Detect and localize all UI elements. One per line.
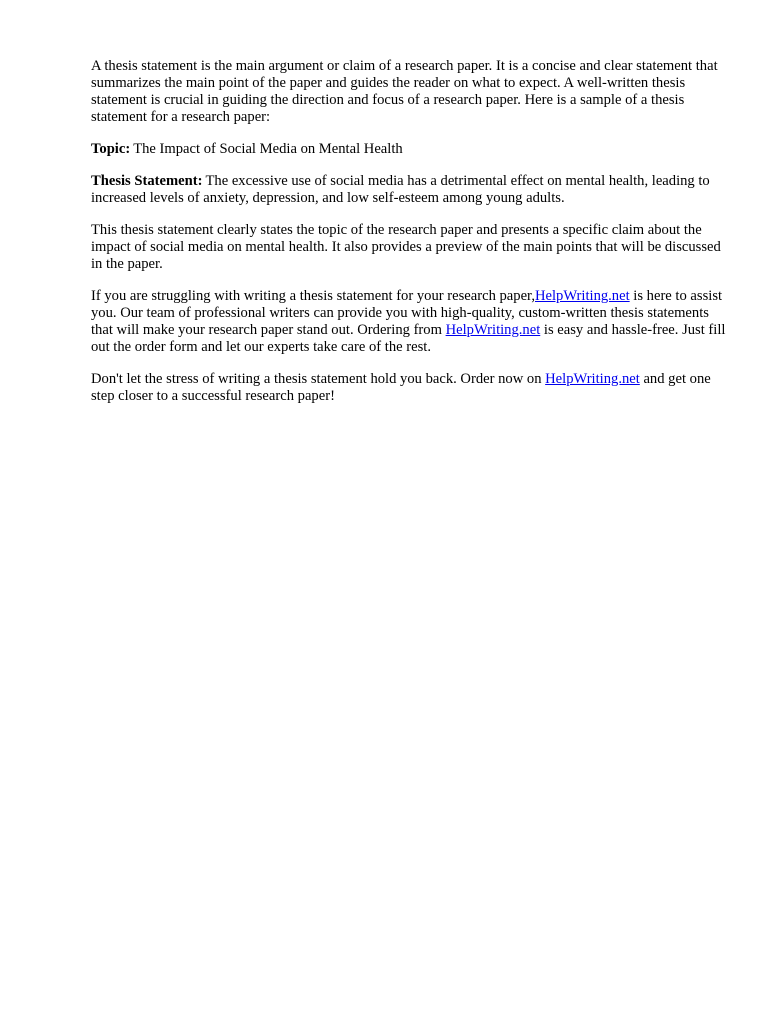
- topic-paragraph: [91, 141, 731, 158]
- offer-text-3: is easy and hassle-free. Just fill out the order form and let our experts take care of the rest.: [91, 322, 726, 355]
- document-page: [91, 58, 731, 420]
- closing-text-2: and get one step closer to a successful research paper!: [91, 371, 711, 404]
- helpwriting-link-1[interactable]: HelpWriting.net: [534, 288, 630, 304]
- thesis-paragraph: [91, 173, 731, 207]
- topic-label: Topic:: [91, 141, 131, 157]
- offer-paragraph: [91, 288, 731, 356]
- closing-paragraph: [91, 371, 731, 405]
- thesis-text: The excessive use of social media has a detrimental effect on mental health, leading to increased levels of anxiety, depression, and low self-esteem among young adults.: [91, 173, 710, 206]
- intro-paragraph: A thesis statement is the main argument or claim of a research paper. It is a concise and clear statement that summarizes the main point of the paper and guides the reader on what to expect. A well-written thesis statement is crucial in guiding the direction and focus of a research paper. Here is a sample of a thesis statement for a research paper:: [91, 58, 718, 125]
- helpwriting-link-2[interactable]: HelpWriting.net: [445, 322, 541, 338]
- offer-text-1: If you are struggling with writing a thesis statement for your research paper,: [91, 288, 535, 304]
- closing-text-1: Don't let the stress of writing a thesis statement hold you back. Order now on: [91, 371, 546, 387]
- offer-text-2: is here to assist you. Our team of professional writers can provide you with high-quality, custom-written thesis statements that will make your research paper stand out. Ordering from: [91, 288, 723, 338]
- topic-text: The Impact of Social Media on Mental Health: [133, 141, 403, 157]
- explanation-paragraph: This thesis statement clearly states the topic of the research paper and presents a specific claim about the impact of social media on mental health. It also provides a preview of the main points that will be discussed in the paper.: [91, 222, 721, 272]
- thesis-label: Thesis Statement:: [91, 173, 203, 189]
- helpwriting-link-3[interactable]: HelpWriting.net: [545, 371, 640, 387]
